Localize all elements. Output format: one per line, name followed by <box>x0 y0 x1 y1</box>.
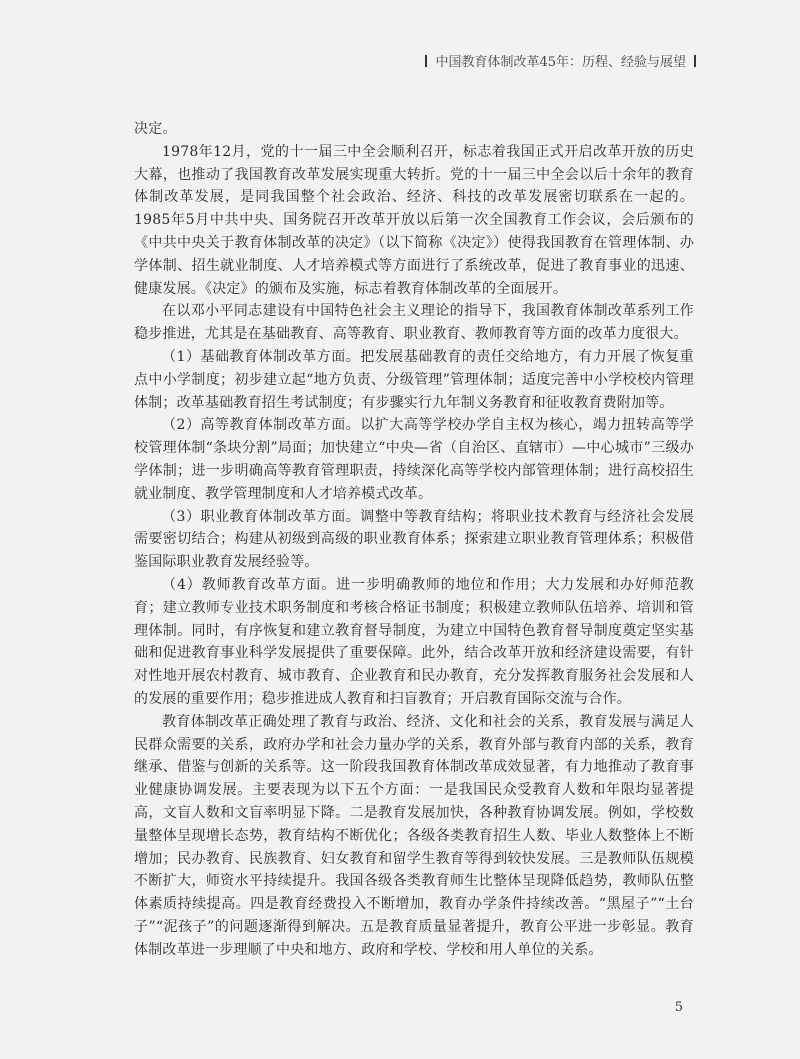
paragraph: 在以邓小平同志建设有中国特色社会主义理论的指导下，我国教育体制改革系列工作稳步推进，尤其是在基础教育、高等教育、职业教育、教师教育等方面的改革力度很大。 <box>134 303 694 343</box>
body-text <box>134 118 694 961</box>
page-number: 5 <box>674 1000 683 1015</box>
paragraph: （3）职业教育体制改革方面。调整中等教育结构；将职业技术教育与经济社会发展需要密切结合；构建从初级到高级的职业教育体系；探索建立职业教育管理体系；积极借鉴国际职业教育发展经验等。 <box>134 508 694 571</box>
paragraph: （2）高等教育体制改革方面。以扩大高等学校办学自主权为核心，竭力扭转高等学校管理体制“条块分割”局面；加快建立“中央—省（自治区、直辖市）—中心城市”三级办学体制；进一步明确高等教育管理职责，持续深化高等学校内部管理体制；进行高校招生就业制度、教学管理制度和人才培养模式改革。 <box>134 417 694 502</box>
paragraph: 教育体制改革正确处理了教育与政治、经济、文化和社会的关系，教育发展与满足人民群众需要的关系，政府办学和社会力量办学的关系，教育外部与教育内部的关系，教育继承、借鉴与创新的关系等。这一阶段我国教育体制改革成效显著，有力地推动了教育事业健康协调发展。主要表现为以下五个方面：一是我国民众受教育人数和年限均显著提高，文盲人数和文盲率明显下降。二是教育发展加快，各种教育协调发展。例如，学校数量整体呈现增长态势，教育结构不断优化；各级各类教育招生人数、毕业人数整体上不断增加；民办教育、民族教育、妇女教育和留学生教育等得到较快发展。三是教师队伍规模不断扩大，师资水平持续提升。我国各级各类教育师生比整体呈现降低趋势，教师队伍整体素质持续提高。四是教育经费投入不断增加，教育办学条件持续改善。“黑屋子”“土台子”“泥孩子”的问题逐渐得到解决。五是教育质量显著提升，教育公平进一步彰显。教育体制改革进一步理顺了中央和地方、政府和学校、学校和用人单位的关系。 <box>134 713 694 958</box>
header-left-bar <box>425 55 427 67</box>
running-header <box>425 51 696 70</box>
paragraph: （1）基础教育体制改革方面。把发展基础教育的责任交给地方，有力开展了恢复重点中小学制度；初步建立起“地方负责、分级管理”管理体制；适度完善中小学校校内管理体制；改革基础教育招生考试制度；有步骤实行九年制义务教育和征收教育费附加等。 <box>134 348 694 411</box>
header-right-bar <box>694 55 696 67</box>
header-title: 中国教育体制改革45年：历程、经验与展望 <box>435 55 686 70</box>
paragraph: 1978年12月，党的十一届三中全会顺利召开，标志着我国正式开启改革开放的历史大幕，也推动了我国教育改革发展实现重大转折。党的十一届三中全会以后十余年的教育体制改革发展，是同我国整个社会政治、经济、科技的改革发展密切联系在一起的。1985年5月中共中央、国务院召开改革开放以后第一次全国教育工作会议，会后颁布的《中共中央关于教育体制改革的决定》（以下简称《决定》）使得我国教育在管理体制、办学体制、招生就业制度、人才培养模式等方面进行了系统改革，促进了教育事业的迅速、健康发展。《决定》的颁布及实施，标志着教育体制改革的全面展开。 <box>134 143 694 297</box>
paragraph: 决定。 <box>134 121 177 137</box>
paragraph: （4）教师教育改革方面。进一步明确教师的地位和作用；大力发展和办好师范教育；建立教师专业技术职务制度和考核合格证书制度；积极建立教师队伍培养、培训和管理体制。同时，有序恢复和建立教育督导制度，为建立中国特色教育督导制度奠定坚实基础和促进教育事业科学发展提供了重要保障。此外，结合改革开放和经济建设需要，有针对性地开展农村教育、城市教育、企业教育和民办教育，充分发挥教育服务社会发展和人的发展的重要作用；稳步推进成人教育和扫盲教育；开启教育国际交流与合作。 <box>134 576 694 707</box>
